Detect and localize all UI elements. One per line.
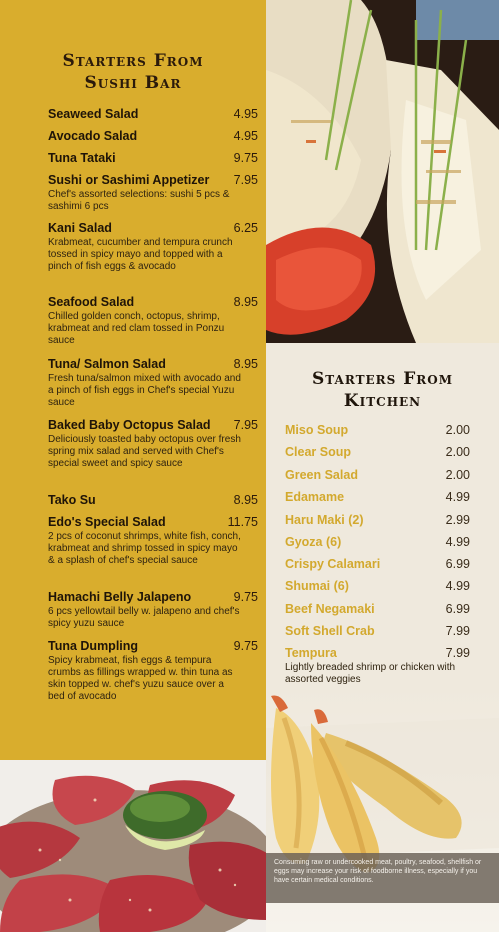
item-price: 7.95 (233, 418, 258, 432)
menu-item (48, 129, 258, 144)
item-description: Chilled golden conch, octopus, shrimp, krabmeat and red clam tossed in Ponzu sauce (48, 311, 225, 346)
menu-item (285, 490, 470, 505)
item-name: Miso Soup (285, 423, 349, 437)
menu-item (285, 423, 470, 438)
menu-item (48, 418, 258, 470)
item-price: 11.75 (227, 515, 258, 529)
item-price: 2.00 (445, 423, 470, 437)
item-price: 4.95 (233, 129, 258, 143)
item-name: Gyoza (6) (285, 535, 342, 549)
menu-item (48, 357, 258, 409)
item-name: Avocado Salad (48, 129, 138, 143)
spring-roll-photo (266, 0, 499, 343)
item-price: 8.95 (233, 357, 258, 371)
item-price: 7.99 (445, 624, 470, 638)
tuna-tataki-photo (0, 760, 266, 932)
item-price: 4.99 (445, 490, 470, 504)
menu-item (48, 221, 258, 273)
item-price: 4.95 (233, 107, 258, 121)
item-name: Baked Baby Octopus Salad (48, 418, 211, 432)
item-description: Deliciously toasted baby octopus over fresh spring mix salad and served with Chef's special sweet and spicy sauce (48, 434, 241, 469)
item-description: 6 pcs yellowtail belly w. jalapeno and chef's spicy yuzu sauce (48, 606, 240, 629)
kitchen-panel (266, 343, 499, 932)
item-price: 8.95 (233, 493, 258, 507)
item-name: Shumai (6) (285, 579, 349, 593)
item-description: Fresh tuna/salmon mixed with avocado and a pinch of fish eggs in Chef's special Yuzu sauce (48, 373, 241, 408)
menu-item (48, 173, 258, 213)
sushi-bar-title-line1: Starters From (62, 51, 204, 71)
sushi-bar-title-line2: Sushi Bar (84, 73, 182, 93)
item-name: Seaweed Salad (48, 107, 139, 121)
menu-item (48, 107, 258, 122)
item-name: Hamachi Belly Jalapeno (48, 590, 192, 604)
item-price: 7.99 (445, 646, 470, 660)
item-price: 8.95 (233, 295, 258, 309)
menu-item (48, 151, 258, 166)
kitchen-title-line1: Starters From (311, 369, 454, 389)
item-description: Krabmeat, cucumber and tempura crunch tossed in spicy mayo and topped with a pinch of fish eggs & avocado (48, 237, 233, 272)
menu-item (285, 513, 470, 528)
menu-item (285, 602, 470, 617)
item-name: Beef Negamaki (285, 602, 375, 616)
menu-item (48, 590, 258, 630)
menu-item (285, 624, 470, 639)
item-name: Edamame (285, 490, 345, 504)
sushi-bar-title (0, 50, 266, 94)
menu-item (285, 445, 470, 460)
menu-item (285, 535, 470, 550)
raw-food-warning: Consuming raw or undercooked meat, poultry, seafood, shellfish or eggs may increase your risk of foodborne illness, especially if you have certain medical conditions. (266, 853, 499, 903)
item-name: Tuna Tataki (48, 151, 116, 165)
menu-item (285, 468, 470, 483)
item-name: Seafood Salad (48, 295, 135, 309)
menu-item (285, 646, 470, 686)
menu-item (285, 557, 470, 572)
item-name: Kani Salad (48, 221, 112, 235)
kitchen-title (266, 368, 499, 412)
item-price: 6.25 (233, 221, 258, 235)
item-name: Green Salad (285, 468, 358, 482)
kitchen-title-line2: Kitchen (343, 391, 422, 411)
menu-item (285, 579, 470, 594)
item-name: Tako Su (48, 493, 96, 507)
item-price: 4.99 (445, 535, 470, 549)
menu-item (48, 515, 258, 567)
item-name: Tempura (285, 646, 337, 660)
item-name: Clear Soup (285, 445, 351, 459)
menu-item (48, 639, 258, 703)
item-description: Chef's assorted selections: sushi 5 pcs & sashimi 6 pcs (48, 189, 230, 212)
item-price: 9.75 (233, 151, 258, 165)
item-name: Haru Maki (2) (285, 513, 364, 527)
menu-item (48, 493, 258, 508)
item-price: 2.00 (445, 445, 470, 459)
sushi-bar-panel (0, 0, 266, 760)
item-name: Sushi or Sashimi Appetizer (48, 173, 210, 187)
item-price: 2.99 (445, 513, 470, 527)
item-name: Tuna/ Salmon Salad (48, 357, 166, 371)
item-name: Soft Shell Crab (285, 624, 375, 638)
item-price: 9.75 (233, 590, 258, 604)
item-price: 6.99 (445, 602, 470, 616)
item-price: 2.00 (445, 468, 470, 482)
item-description: Lightly breaded shrimp or chicken with assorted veggies (285, 662, 456, 685)
item-name: Crispy Calamari (285, 557, 381, 571)
item-price: 7.95 (233, 173, 258, 187)
item-price: 9.75 (233, 639, 258, 653)
item-name: Edo's Special Salad (48, 515, 166, 529)
item-name: Tuna Dumpling (48, 639, 139, 653)
item-description: 2 pcs of coconut shrimps, white fish, conch, krabmeat and shrimp tossed in spicy mayo & a splash of chef's special sauce (48, 531, 241, 566)
menu-item (48, 295, 258, 347)
item-price: 4.99 (445, 579, 470, 593)
item-price: 6.99 (445, 557, 470, 571)
item-description: Spicy krabmeat, fish eggs & tempura crumbs as fillings wrapped w. thin tuna as skin topped w. chef's yuzu sauce over a bed of avocado (48, 655, 233, 702)
